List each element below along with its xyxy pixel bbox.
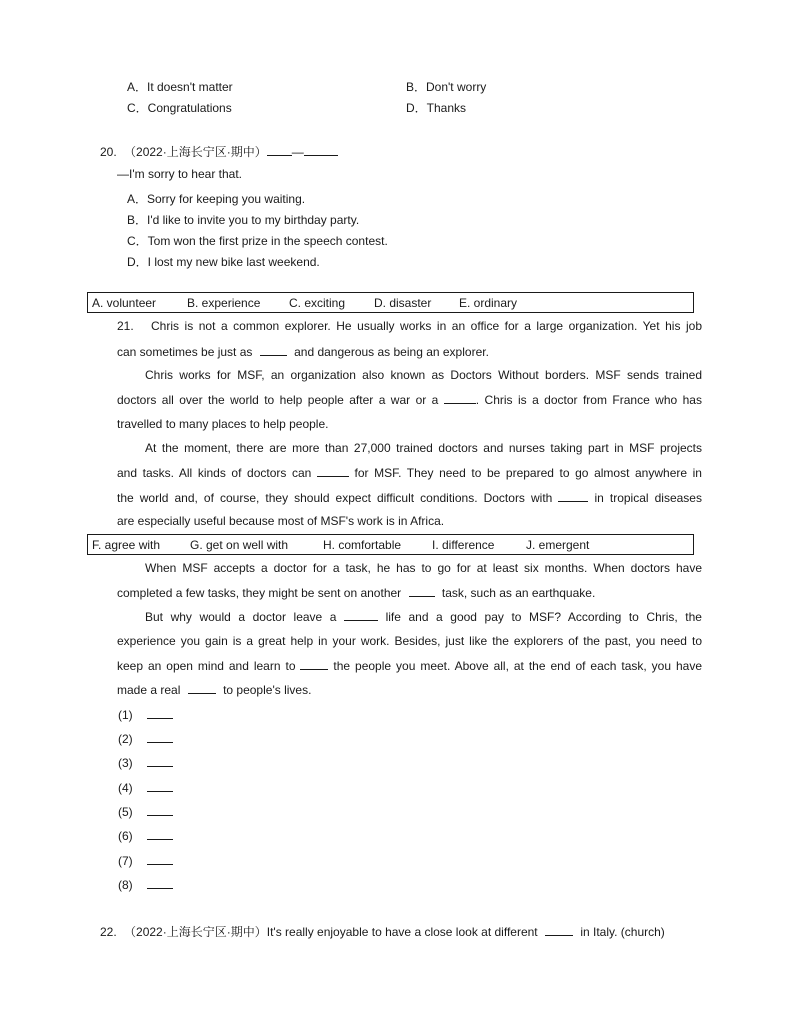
passage-line: Chris works for MSF, an organization also known as Doctors Without borders. MSF sends trained (145, 368, 702, 382)
passage-line (117, 465, 702, 480)
passage-text: and dangerous as being an explorer. (294, 345, 489, 359)
answer-line (118, 731, 173, 746)
passage-line: At the moment, there are more than 27,000 trained doctors and nurses taking part in MSF projects (145, 441, 702, 455)
q19-option-a: A．It doesn't matter (127, 80, 233, 94)
answer-line (118, 780, 173, 795)
q20-option-b: B．I'd like to invite you to my birthday party. (127, 213, 360, 227)
answer-blank (300, 658, 328, 670)
word-bank-item: D. disaster (374, 296, 432, 310)
q22-stem (100, 923, 665, 940)
answer-blank (558, 490, 588, 502)
answer-blank (147, 731, 173, 743)
passage-text: life and a good pay to MSF? According to Chris, the (385, 610, 702, 624)
answer-blank (147, 828, 173, 840)
passage-text: and tasks. All kinds of doctors can (117, 466, 312, 480)
answer-line (118, 755, 173, 770)
word-bank-item: E. ordinary (459, 296, 518, 310)
q19-option-d: D．Thanks (406, 101, 467, 115)
answer-number: (3) (118, 756, 133, 770)
passage-text: to people's lives. (223, 683, 312, 697)
passage-line: are especially useful because most of MSF's work is in Africa. (117, 514, 445, 528)
word-bank-item: J. emergent (526, 538, 590, 552)
passage-text: for MSF. They need to be prepared to go almost anywhere in (354, 466, 702, 480)
question-text: It's really enjoyable to have a close look at different (266, 925, 538, 939)
answer-line (118, 877, 173, 892)
answer-line (118, 828, 173, 843)
passage-line: When MSF accepts a doctor for a task, he has to go for at least six months. When doctors have (145, 561, 702, 575)
passage-line (117, 490, 702, 505)
dash: — (291, 145, 304, 159)
passage-line (117, 344, 702, 359)
answer-number: (4) (118, 781, 133, 795)
answer-line (118, 853, 173, 868)
answer-line (118, 707, 173, 722)
q20-reply: —I'm sorry to hear that. (117, 167, 242, 181)
passage-text: doctors all over the world to help people after a war or a (117, 393, 439, 407)
word-bank-item: C. exciting (289, 296, 346, 310)
q20-option-a: A．Sorry for keeping you waiting. (127, 192, 306, 206)
answer-blank (147, 853, 173, 865)
answer-number: (8) (118, 878, 133, 892)
answer-blank (147, 780, 173, 792)
word-bank-item: G. get on well with (190, 538, 289, 552)
q20-option-d: D．I lost my new bike last weekend. (127, 255, 320, 269)
passage-text: can sometimes be just as (117, 345, 253, 359)
question-text: in Italy. (church) (580, 925, 665, 939)
passage-text: But why would a doctor leave a (145, 610, 337, 624)
word-bank-item: A. volunteer (92, 296, 157, 310)
answer-blank (545, 924, 573, 936)
word-bank-item: I. difference (432, 538, 495, 552)
answer-blank (147, 877, 173, 889)
passage-text: the people you meet. Above all, at the end of each task, you have (333, 659, 702, 673)
answer-blank (188, 682, 216, 694)
passage-text: keep an open mind and learn to (117, 659, 296, 673)
q19-option-c: C．Congratulations (127, 101, 232, 115)
passage-line (145, 609, 702, 624)
answer-number: (2) (118, 732, 133, 746)
answer-number: (6) (118, 829, 133, 843)
question-number: 22. (100, 925, 117, 939)
q19-option-b: B．Don't worry (406, 80, 487, 94)
question-number: 20. (100, 145, 117, 159)
answer-blank (444, 392, 476, 404)
passage-text: task, such as an earthquake. (441, 586, 596, 600)
passage-line: travelled to many places to help people. (117, 417, 329, 431)
question-source: （2022·上海长宁区·期中） (124, 925, 267, 939)
answer-number: (7) (118, 854, 133, 868)
passage-line (117, 585, 702, 600)
answer-blank (317, 465, 349, 477)
answer-blank (147, 755, 173, 767)
passage-text: . Chris is a doctor from France who has (475, 393, 702, 407)
passage-line: Chris is not a common explorer. He usually works in an office for a large organization. Yet his job (151, 319, 702, 333)
answer-blank (344, 609, 378, 621)
answer-blank (409, 585, 435, 597)
q20-option-c: C．Tom won the first prize in the speech contest. (127, 234, 388, 248)
answer-blank (304, 144, 338, 156)
answer-blank (147, 804, 173, 816)
word-bank-item: F. agree with (92, 538, 161, 552)
answer-blank (147, 707, 173, 719)
q20-stem (100, 143, 338, 160)
question-source: （2022·上海长宁区·期中） (124, 145, 267, 159)
answer-number: (1) (118, 708, 133, 722)
passage-text: the world and, of course, they should expect difficult conditions. Doctors with (117, 491, 553, 505)
word-bank-box-1 (87, 292, 694, 313)
answer-number: (5) (118, 805, 133, 819)
passage-text: made a real (117, 683, 181, 697)
passage-text: in tropical diseases (594, 491, 702, 505)
word-bank-box-2 (87, 534, 694, 555)
answer-blank (267, 144, 292, 156)
word-bank-item: B. experience (187, 296, 261, 310)
passage-line (117, 682, 702, 697)
word-bank-item: H. comfortable (323, 538, 402, 552)
q21-number: 21. (117, 319, 134, 333)
passage-line (117, 658, 702, 673)
answer-blank (260, 344, 287, 356)
answer-line (118, 804, 173, 819)
passage-line: experience you gain is a great help in your work. Besides, just like the explorers of the past, you need to (117, 634, 702, 648)
passage-line (117, 392, 702, 407)
passage-text: completed a few tasks, they might be sent on another (117, 586, 402, 600)
